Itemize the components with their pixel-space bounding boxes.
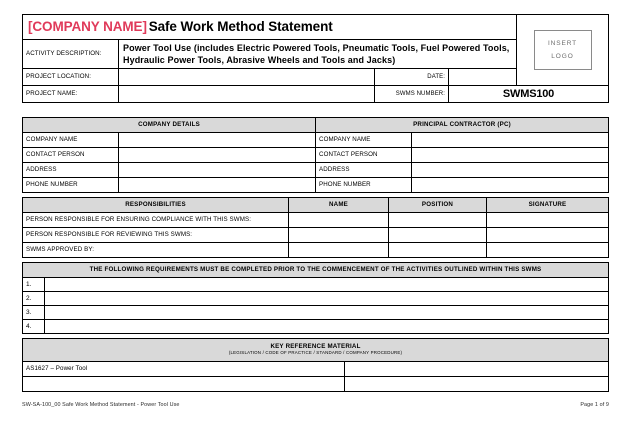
table-row: [23, 133, 609, 148]
address-label: ADDRESS: [23, 163, 119, 178]
pc-contact-person-input[interactable]: [412, 148, 609, 163]
header-table: [22, 14, 609, 103]
reviewing-responsible-name[interactable]: [289, 228, 389, 243]
footer-document-reference: SW-SA-100_00 Safe Work Method Statement - Power Tool Use: [22, 402, 180, 408]
compliance-responsible-position[interactable]: [389, 213, 487, 228]
company-details-table: [22, 117, 609, 193]
key-reference-value-2[interactable]: [345, 377, 609, 392]
pc-company-name-label: COMPANY NAME: [316, 133, 412, 148]
approved-by-label: SWMS APPROVED BY:: [23, 243, 289, 258]
key-reference-header: KEY REFERENCE MATERIAL: [270, 342, 361, 350]
contact-person-label: CONTACT PERSON: [23, 148, 119, 163]
responsibilities-table: [22, 197, 609, 258]
activity-description-value[interactable]: Power Tool Use (includes Electric Powered Tools, Pneumatic Tools, Fuel Powered Tools, Hydraulic Power Tools, Abrasive Wheels and Tools and Jacks): [119, 40, 517, 69]
insert-logo-placeholder[interactable]: [534, 30, 592, 70]
approved-by-name[interactable]: [289, 243, 389, 258]
requirement-number-1: 1.: [23, 278, 45, 292]
approved-by-signature[interactable]: [487, 243, 609, 258]
document-body: [22, 117, 609, 396]
key-reference-header-row: [23, 339, 609, 362]
requirement-input-2[interactable]: [45, 292, 609, 306]
key-reference-value-1[interactable]: [345, 362, 609, 377]
address-input[interactable]: [119, 163, 316, 178]
phone-number-input[interactable]: [119, 178, 316, 193]
key-reference-subheader: (LEGISLATION / CODE OF PRACTICE / STANDARD / COMPANY PROCEDURE): [228, 350, 403, 356]
logo-cell: [517, 15, 609, 86]
principal-contractor-header: PRINCIPAL CONTRACTOR (PC): [316, 118, 609, 133]
date-label: DATE:: [375, 69, 449, 86]
requirements-table: [22, 262, 609, 334]
document-title-text: Safe Work Method Statement: [148, 18, 333, 34]
compliance-responsible-signature[interactable]: [487, 213, 609, 228]
requirement-number-2: 2.: [23, 292, 45, 306]
requirements-header-row: [23, 263, 609, 278]
compliance-responsible-label: PERSON RESPONSIBLE FOR ENSURING COMPLIANCE WITH THIS SWMS:: [23, 213, 289, 228]
table-row: [23, 148, 609, 163]
pc-address-label: ADDRESS: [316, 163, 412, 178]
document-header: [22, 14, 609, 103]
project-name-input[interactable]: [119, 86, 375, 103]
contact-person-input[interactable]: [119, 148, 316, 163]
table-row: [23, 377, 609, 392]
table-row: [23, 178, 609, 193]
pc-phone-number-input[interactable]: [412, 178, 609, 193]
key-reference-item-1[interactable]: AS1627 – Power Tool: [23, 362, 345, 377]
insert-logo-line2: LOGO: [551, 53, 574, 61]
approved-by-position[interactable]: [389, 243, 487, 258]
reviewing-responsible-label: PERSON RESPONSIBLE FOR REVIEWING THIS SWMS:: [23, 228, 289, 243]
table-row: [23, 320, 609, 334]
responsibilities-header: RESPONSIBILITIES: [23, 198, 289, 213]
project-name-label: PROJECT NAME:: [23, 86, 119, 103]
swms-number-value[interactable]: SWMS100: [449, 86, 609, 103]
insert-logo-line1: INSERT: [547, 39, 578, 47]
date-input[interactable]: [449, 69, 517, 86]
table-row: [23, 243, 609, 258]
table-row: [23, 362, 609, 377]
key-reference-material-table: [22, 338, 609, 392]
document-title: [23, 15, 517, 40]
title-row: [23, 15, 609, 40]
pc-contact-person-label: CONTACT PERSON: [316, 148, 412, 163]
position-header: POSITION: [389, 198, 487, 213]
swms-number-label: SWMS NUMBER:: [375, 86, 449, 103]
company-name-label: COMPANY NAME: [23, 133, 119, 148]
key-reference-header-cell: [23, 339, 609, 362]
project-location-input[interactable]: [119, 69, 375, 86]
table-row: [23, 213, 609, 228]
requirement-number-3: 3.: [23, 306, 45, 320]
company-details-header-row: [23, 118, 609, 133]
pc-company-name-input[interactable]: [412, 133, 609, 148]
requirement-input-4[interactable]: [45, 320, 609, 334]
table-row: [23, 292, 609, 306]
responsibilities-header-row: [23, 198, 609, 213]
activity-description-label: ACTIVITY DESCRIPTION:: [23, 40, 119, 69]
company-details-header: COMPANY DETAILS: [23, 118, 316, 133]
table-row: [23, 163, 609, 178]
pc-address-input[interactable]: [412, 163, 609, 178]
table-row: [23, 228, 609, 243]
table-row: [23, 306, 609, 320]
signature-header: SIGNATURE: [487, 198, 609, 213]
phone-number-label: PHONE NUMBER: [23, 178, 119, 193]
company-name-input[interactable]: [119, 133, 316, 148]
project-name-row: [23, 86, 609, 103]
compliance-responsible-name[interactable]: [289, 213, 389, 228]
name-header: NAME: [289, 198, 389, 213]
reviewing-responsible-signature[interactable]: [487, 228, 609, 243]
document-footer: [22, 402, 609, 408]
reviewing-responsible-position[interactable]: [389, 228, 487, 243]
footer-page-number: Page 1 of 9: [580, 402, 609, 408]
requirement-number-4: 4.: [23, 320, 45, 334]
company-name-placeholder: [COMPANY NAME]: [28, 18, 147, 34]
requirements-header: THE FOLLOWING REQUIREMENTS MUST BE COMPLETED PRIOR TO THE COMMENCEMENT OF THE ACTIVITIES OUTLINED WITHIN THIS SWMS: [23, 263, 609, 278]
requirement-input-3[interactable]: [45, 306, 609, 320]
project-location-label: PROJECT LOCATION:: [23, 69, 119, 86]
table-row: [23, 278, 609, 292]
pc-phone-number-label: PHONE NUMBER: [316, 178, 412, 193]
requirement-input-1[interactable]: [45, 278, 609, 292]
key-reference-item-2[interactable]: [23, 377, 345, 392]
